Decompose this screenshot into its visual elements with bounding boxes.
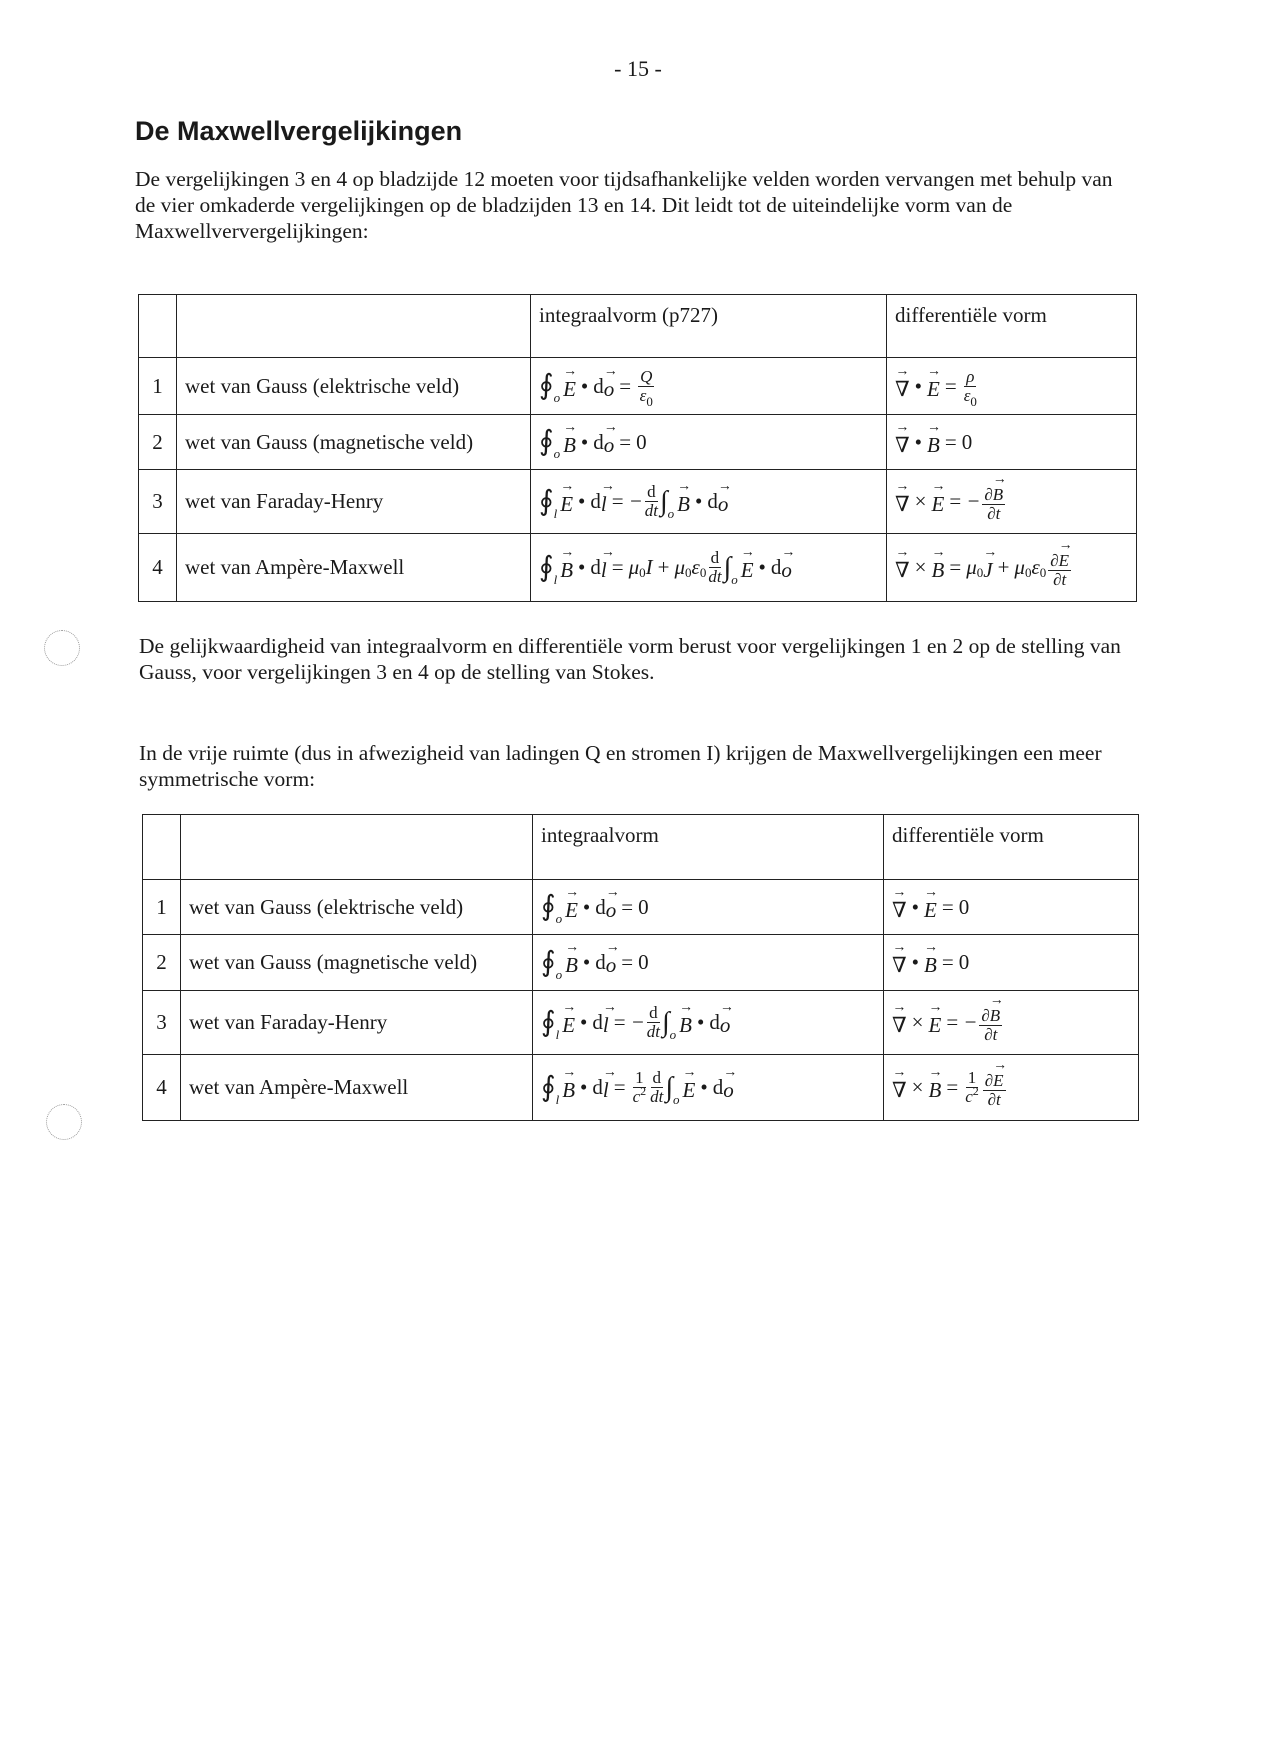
row-number: 2	[143, 935, 181, 991]
row-number: 4	[139, 534, 177, 602]
differential-equation: → ∇ × → E = − $\frac{\partial\to B}{\partial t}$	[884, 991, 1139, 1055]
law-name: wet van Gauss (magnetische veld)	[181, 935, 533, 991]
row-number: 1	[139, 358, 177, 415]
differential-equation: → ∇ • → B = 0	[887, 415, 1137, 470]
hole-punch-mark	[44, 630, 80, 666]
law-name: wet van Ampère-Maxwell	[181, 1055, 533, 1121]
row-number: 4	[143, 1055, 181, 1121]
page-number: - 15 -	[614, 56, 662, 81]
differential-equation: → ∇ • → B = 0	[884, 935, 1139, 991]
header-integral-form: integraalvorm	[533, 815, 884, 880]
equivalence-paragraph: De gelijkwaardigheid van integraalvorm en differentiële vorm berust voor vergelijkingen 1 en 2 op de stelling van Gauss, voor vergelijkingen 3 en 4 op de stelling van Stokes.	[139, 634, 1121, 684]
table-row	[143, 991, 1139, 1055]
integral-equation: ∮ l → E • d → l = − $\frac{d}{dt}$ ∫ o → B • d → o	[531, 470, 887, 534]
integral-equation: ∮ l → E • d → l = − $\frac{d}{dt}$ ∫ o → B • d → o	[533, 991, 884, 1055]
intro-paragraph: De vergelijkingen 3 en 4 op bladzijde 12 moeten voor tijdsafhankelijke velden worden vervangen met behulp van de vier omkaderde vergelijkingen op de bladzijden 13 en 14. Dit leidt tot de uiteindelijke vorm van de Maxwellververgelijkingen:	[135, 167, 1113, 243]
differential-equation: → ∇ • → E = $\frac{\rho}{\varepsilon_0}$	[887, 358, 1137, 415]
row-number: 1	[143, 880, 181, 935]
table-row	[139, 470, 1137, 534]
hole-punch-mark	[46, 1104, 82, 1140]
vacuum-paragraph: In de vrije ruimte (dus in afwezigheid van ladingen Q en stromen I) krijgen de Maxwellvergelijkingen een meer symmetrische vorm:	[139, 741, 1102, 791]
law-name: wet van Gauss (elektrische veld)	[177, 358, 531, 415]
law-name: wet van Faraday-Henry	[177, 470, 531, 534]
header-differential-form: differentiële vorm	[884, 815, 1139, 880]
differential-equation: → ∇ × → B = $\frac{1}{c^2}$ $\frac{\partial\to E}{\partial t}$	[884, 1055, 1139, 1121]
page-title: De Maxwellvergelijkingen	[135, 116, 463, 146]
table-header-row	[143, 815, 1139, 880]
differential-equation: → ∇ × → B = μ 0 → J + μ 0 ε 0 $\frac{\partial\to E}{\partial t}$	[887, 534, 1137, 602]
law-name: wet van Gauss (elektrische veld)	[181, 880, 533, 935]
table-row	[143, 935, 1139, 991]
law-name: wet van Faraday-Henry	[181, 991, 533, 1055]
differential-equation: → ∇ • → E = 0	[884, 880, 1139, 935]
table-row	[139, 358, 1137, 415]
law-name: wet van Gauss (magnetische veld)	[177, 415, 531, 470]
row-number: 3	[139, 470, 177, 534]
differential-equation: → ∇ × → E = − $\frac{\partial\to B}{\partial t}$	[887, 470, 1137, 534]
row-number: 2	[139, 415, 177, 470]
integral-equation: ∮ o → B • d → o = 0	[531, 415, 887, 470]
maxwell-table-vacuum	[142, 814, 1139, 1121]
table-row	[143, 1055, 1139, 1121]
integral-equation: ∮ o → E • d → o = 0	[533, 880, 884, 935]
integral-equation: ∮ o → B • d → o = 0	[533, 935, 884, 991]
table-row	[139, 415, 1137, 470]
integral-equation: ∮ o → E • d → o = $\frac{Q}{\varepsilon_0}$	[531, 358, 887, 415]
law-name: wet van Ampère-Maxwell	[177, 534, 531, 602]
table-row	[143, 880, 1139, 935]
integral-equation: ∮ l → B • d → l = μ 0 I + μ 0 ε 0 $\frac{d}{dt}$ ∫ o → E • d → o	[531, 534, 887, 602]
header-integral-form: integraalvorm (p727)	[531, 295, 887, 358]
integral-equation: ∮ l → B • d → l = $\frac{1}{c^2}$ $\frac{d}{dt}$ ∫ o → E • d → o	[533, 1055, 884, 1121]
table-header-row	[139, 295, 1137, 358]
maxwell-table-general	[138, 294, 1137, 602]
table-row	[139, 534, 1137, 602]
header-differential-form: differentiële vorm	[887, 295, 1137, 358]
row-number: 3	[143, 991, 181, 1055]
